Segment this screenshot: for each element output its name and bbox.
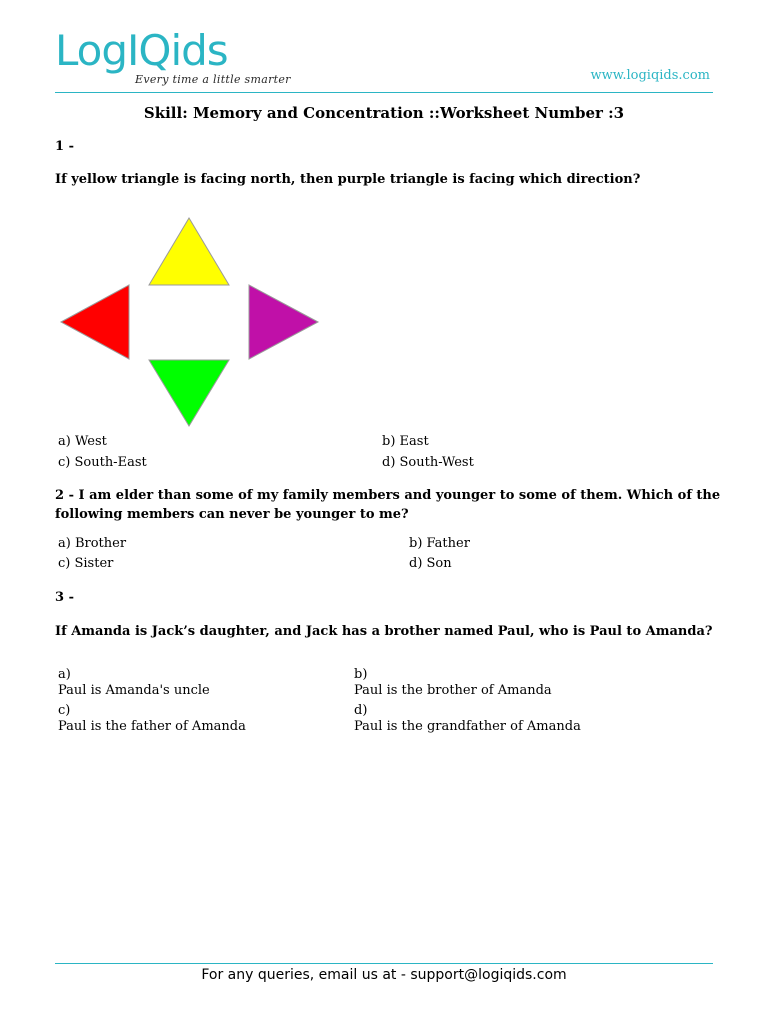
q2-option-a[interactable]: a) Brother xyxy=(58,536,127,551)
red-triangle-west xyxy=(61,285,129,359)
q2-option-b[interactable]: b) Father xyxy=(409,536,470,551)
q1-option-c[interactable]: c) South-East xyxy=(58,455,147,470)
question-3-number: 3 - xyxy=(55,590,74,605)
yellow-triangle-north xyxy=(149,218,229,285)
site-url[interactable]: www.logiqids.com xyxy=(590,68,710,83)
q3-option-c-letter[interactable]: c) xyxy=(58,703,71,718)
green-triangle-south xyxy=(149,360,229,426)
q3-option-b-letter[interactable]: b) xyxy=(354,667,368,682)
question-2-text-line2: following members can never be younger to me? xyxy=(55,507,409,522)
question-1-text: If yellow triangle is facing north, then purple triangle is facing which direction? xyxy=(55,172,641,187)
logo-tagline: Every time a little smarter xyxy=(135,73,291,86)
footer-contact: For any queries, email us at - support@logiqids.com xyxy=(201,967,567,983)
worksheet-title: Skill: Memory and Concentration ::Worksheet Number :3 xyxy=(143,104,625,122)
q2-option-c[interactable]: c) Sister xyxy=(58,556,114,571)
question-3-text: If Amanda is Jack’s daughter, and Jack has a brother named Paul, who is Paul to Amanda? xyxy=(55,624,713,639)
q3-option-a-letter[interactable]: a) xyxy=(58,667,71,682)
q1-option-b[interactable]: b) East xyxy=(382,434,429,449)
q3-option-b-text[interactable]: Paul is the brother of Amanda xyxy=(354,683,552,698)
q3-option-d-text[interactable]: Paul is the grandfather of Amanda xyxy=(354,719,581,734)
q3-option-a-text[interactable]: Paul is Amanda's uncle xyxy=(58,683,210,698)
q2-option-d[interactable]: d) Son xyxy=(409,556,452,571)
q1-option-a[interactable]: a) West xyxy=(58,434,107,449)
q3-option-d-letter[interactable]: d) xyxy=(354,703,368,718)
logo: LogIQids xyxy=(55,26,228,75)
question-1-number: 1 - xyxy=(55,139,74,154)
question-2-text-line1: 2 - I am elder than some of my family members and younger to some of them. Which of the xyxy=(55,488,721,503)
footer-divider xyxy=(55,963,713,964)
q3-option-c-text[interactable]: Paul is the father of Amanda xyxy=(58,719,246,734)
q1-option-d[interactable]: d) South-West xyxy=(382,455,474,470)
purple-triangle-east xyxy=(249,285,318,359)
triangles-figure xyxy=(55,212,325,432)
header-divider xyxy=(55,92,713,93)
